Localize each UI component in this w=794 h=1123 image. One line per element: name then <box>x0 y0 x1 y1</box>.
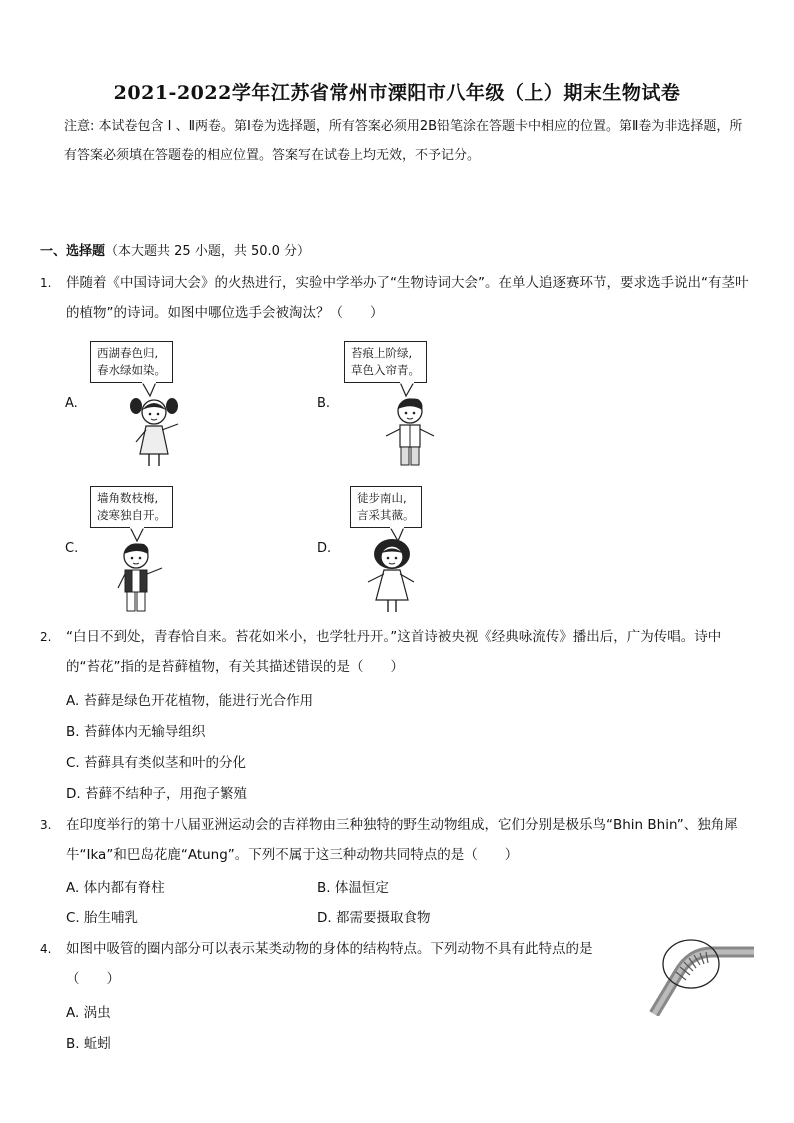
question-2 <box>40 622 755 682</box>
option-label: B. <box>66 1036 80 1052</box>
option-text: 蚯蚓 <box>83 1036 111 1052</box>
option-label: C. <box>66 755 80 771</box>
question-number: 3. <box>40 818 52 832</box>
speech-bubble-b <box>344 341 427 383</box>
option-2d <box>66 782 247 802</box>
question-text: 如图中吸管的圈内部分可以表示某类动物的身体的结构特点。下列动物不具有此特点的是（ ） <box>66 941 593 987</box>
option-text: 苔藓不结种子，用孢子繁殖 <box>84 786 247 802</box>
bubble-line: 言采其薇。 <box>357 508 415 522</box>
question-text: 在印度举行的第十八届亚洲运动会的吉祥物由三种独特的野生动物组成，它们分别是极乐鸟“Bhin Bhin”、独角犀牛“Ika”和巴岛花鹿“Atung”。下列不属于这三种动物共同特点的是（ ） <box>66 817 738 863</box>
section-heading <box>40 240 310 259</box>
question-text: 伴随着《中国诗词大会》的火热进行，实验中学举办了“生物诗词大会”。在单人追逐赛环节，要求选手说出“有茎叶的植物”的诗词。如图中哪位选手会被淘汰？（ ） <box>66 275 749 321</box>
option-label-b: B. <box>317 396 331 411</box>
bubble-line: 苔痕上阶绿, <box>351 346 413 360</box>
option-text: 胎生哺乳 <box>84 910 139 926</box>
option-3d <box>317 906 430 926</box>
boy-vest-contestant-icon <box>108 540 168 614</box>
option-text: 苔藓体内无输导组织 <box>83 724 206 740</box>
bubble-line: 草色入帘青。 <box>351 363 420 377</box>
bubble-line: 西湖春色归, <box>97 346 159 360</box>
question-1 <box>40 268 755 328</box>
option-label: B. <box>317 880 331 896</box>
speech-bubble-a <box>90 341 173 383</box>
section-label: 一、选择题 <box>40 244 106 259</box>
option-label: A. <box>66 880 80 896</box>
girl-dress-contestant-icon <box>360 538 424 614</box>
option-4b <box>66 1032 111 1052</box>
option-text: 体温恒定 <box>334 880 389 896</box>
exam-notice: 注意: 本试卷包含 Ⅰ 、Ⅱ两卷。第Ⅰ卷为选择题，所有答案必须用2B铅笔涂在答题卡中相应的位置。第Ⅱ卷为非选择题，所有答案必须填在答题卷的相应位置。答案写在试卷上均无效，不予记分。 <box>64 119 743 163</box>
question-number: 4. <box>40 942 52 956</box>
exam-title: 2021-2022学年江苏省常州市溧阳市八年级（上）期末生物试卷 <box>113 82 681 104</box>
option-label: D. <box>66 786 81 802</box>
option-label: D. <box>317 910 332 926</box>
option-3a <box>66 876 165 896</box>
question-4 <box>40 934 620 994</box>
bubble-line: 徒步南山, <box>357 491 407 505</box>
option-2c <box>66 751 246 771</box>
option-label: A. <box>66 1005 80 1021</box>
option-label-a: A. <box>65 396 78 411</box>
question-number: 2. <box>40 630 52 644</box>
option-label-d: D. <box>317 541 332 556</box>
option-3c <box>66 906 138 926</box>
option-text: 都需要摄取食物 <box>335 910 431 926</box>
question-3 <box>40 810 755 870</box>
question-number: 1. <box>40 276 52 290</box>
option-2a <box>66 689 313 709</box>
option-2b <box>66 720 205 740</box>
bubble-line: 春水绿如染。 <box>97 363 166 377</box>
bubble-line: 凌寒独自开。 <box>97 508 166 522</box>
girl-contestant-icon <box>124 394 184 468</box>
option-4a <box>66 1001 111 1021</box>
option-text: 苔藓是绿色开花植物，能进行光合作用 <box>83 693 314 709</box>
option-text: 涡虫 <box>83 1005 111 1021</box>
option-3b <box>317 876 389 896</box>
boy-contestant-icon <box>380 394 440 468</box>
option-label: A. <box>66 693 80 709</box>
option-text: 体内都有脊柱 <box>83 880 165 896</box>
option-text: 苔藓具有类似茎和叶的分化 <box>84 755 247 771</box>
bubble-line: 墙角数枝梅, <box>97 491 159 505</box>
option-label: C. <box>66 910 80 926</box>
option-label: B. <box>66 724 80 740</box>
section-detail: （本大题共 25 小题，共 50.0 分） <box>105 244 311 259</box>
speech-bubble-d <box>350 486 422 528</box>
option-label-c: C. <box>65 541 79 556</box>
speech-bubble-c <box>90 486 173 528</box>
question-text: “白日不到处，青春恰自来。苔花如米小，也学牡丹开。”这首诗被央视《经典咏流传》播出后，广为传唱。诗中的“苔花”指的是苔藓植物，有关其描述错误的是（ ） <box>66 629 722 675</box>
bendy-straw-figure <box>646 936 758 1016</box>
